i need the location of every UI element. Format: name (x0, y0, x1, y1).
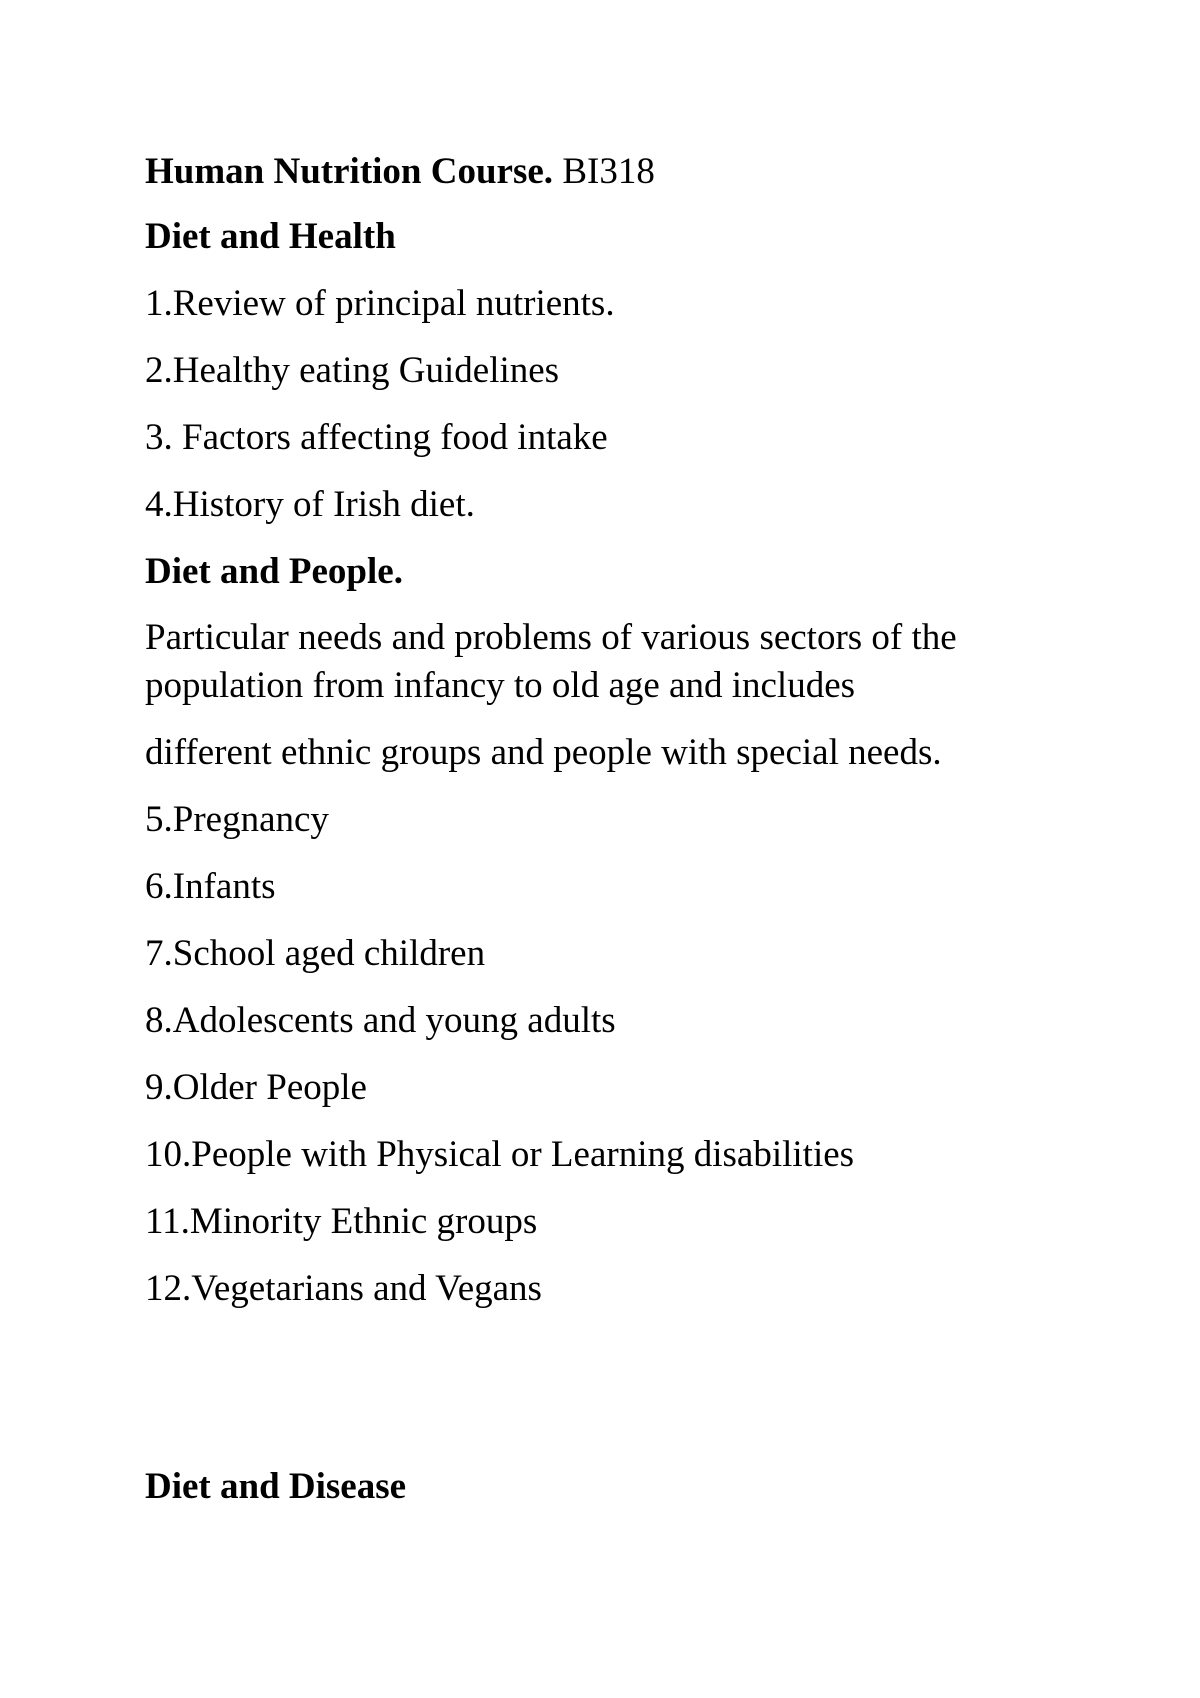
list-item: 1.Review of principal nutrients. (145, 283, 615, 324)
document-title (145, 150, 655, 194)
list-item: 4.History of Irish diet. (145, 484, 475, 525)
list-item: 7.School aged children (145, 933, 486, 974)
list-item: 5.Pregnancy (145, 799, 329, 840)
course-name: Human Nutrition Course. (145, 151, 554, 192)
list-item: 11.Minority Ethnic groups (145, 1201, 538, 1242)
list-item: 6.Infants (145, 866, 276, 907)
section-heading-diet-and-disease: Diet and Disease (145, 1466, 407, 1507)
section-description-line: population from infancy to old age and includes (145, 665, 856, 706)
course-code: BI318 (553, 151, 655, 192)
list-item: 8.Adolescents and young adults (145, 1000, 616, 1041)
list-item: 2.Healthy eating Guidelines (145, 350, 560, 391)
section-heading-diet-and-people: Diet and People. (145, 551, 403, 592)
list-item: 9.Older People (145, 1067, 367, 1108)
list-item: 10.People with Physical or Learning disabilities (145, 1134, 855, 1175)
list-item: 3. Factors affecting food intake (145, 417, 608, 458)
section-heading-diet-and-health: Diet and Health (145, 216, 396, 257)
list-item: 12.Vegetarians and Vegans (145, 1268, 542, 1309)
section-description-line: different ethnic groups and people with special needs. (145, 732, 942, 773)
section-description-line: Particular needs and problems of various sectors of the (145, 617, 957, 658)
